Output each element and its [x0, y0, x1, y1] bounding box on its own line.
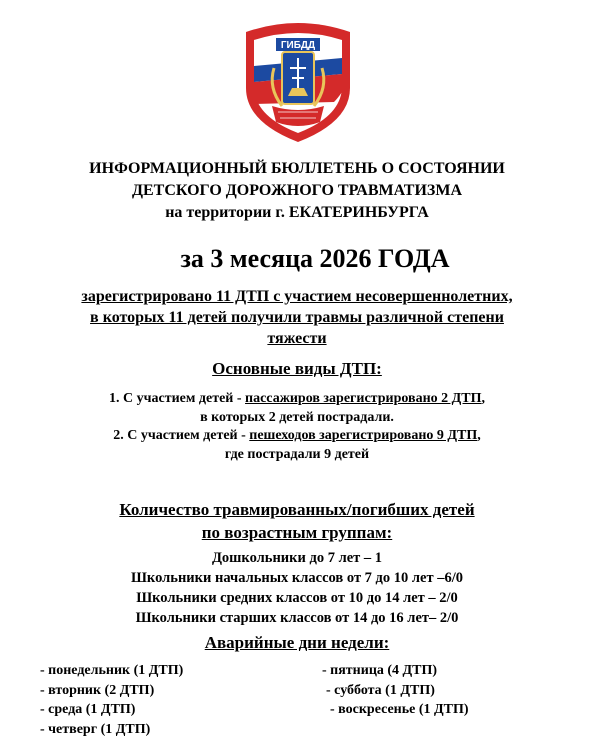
age-groups-list: [0, 548, 594, 628]
age-groups-heading: [0, 498, 594, 544]
age-group-row: Школьники средних классов от 10 до 14 лет – 2/0: [136, 590, 458, 606]
weekdays-right-list: [322, 661, 469, 720]
types-item-2-prefix: 2. С участием детей -: [113, 428, 250, 443]
bulletin-title: [0, 158, 594, 224]
weekday-item: - суббота (1 ДТП): [326, 682, 435, 698]
weekday-item: - четверг (1 ДТП): [40, 721, 151, 737]
types-item-2: [0, 426, 594, 464]
types-item-1: [0, 389, 594, 427]
weekday-item: - среда (1 ДТП): [40, 702, 136, 717]
registered-summary: [0, 286, 594, 349]
types-item-2-line-2: где пострадали 9 детей: [224, 447, 370, 462]
age-group-row: Дошкольники до 7 лет – 1: [211, 550, 383, 566]
types-heading: Основные виды ДТП:: [212, 359, 382, 378]
types-item-1-line-2: в которых 2 детей пострадали.: [200, 410, 394, 425]
weekdays-left-list: [40, 661, 183, 739]
types-item-1-underlined: пассажиров зарегистрировано 2 ДТП: [245, 391, 482, 406]
weekday-item: - пятница (4 ДТП): [322, 663, 438, 678]
age-group-row: Школьники начальных классов от 7 до 10 лет –6/0: [131, 570, 463, 586]
registered-line-1: зарегистрировано 11 ДТП с участием несовершеннолетних,: [81, 288, 513, 305]
emblem-text: ГИБДД: [280, 40, 316, 51]
registered-line-3: тяжести: [267, 330, 327, 347]
gibdd-emblem: [238, 18, 358, 144]
registered-line-2: в которых 11 детей получили травмы различной степени: [90, 309, 504, 326]
age-group-row: Школьники старших классов от 14 до 16 лет– 2/0: [135, 610, 459, 626]
weekday-item: - воскресенье (1 ДТП): [330, 702, 469, 717]
age-groups-heading-line-1: Количество травмированных/погибших детей: [119, 500, 475, 519]
weekday-item: - понедельник (1 ДТП): [40, 663, 184, 678]
period-heading: за 3 месяца 2026 ГОДА: [180, 244, 450, 273]
title-line-3: на территории г. ЕКАТЕРИНБУРГА: [165, 204, 429, 221]
weekdays-heading: Аварийные дни недели:: [204, 633, 390, 652]
types-item-2-underlined: пешеходов зарегистрировано 9 ДТП: [249, 428, 478, 443]
types-item-2-suffix: ,: [477, 428, 481, 443]
types-item-1-suffix: ,: [481, 391, 485, 406]
gibdd-shield-icon: [238, 18, 358, 144]
types-item-1-prefix: 1. С участием детей -: [109, 391, 246, 406]
age-groups-heading-line-2: по возрастным группам:: [201, 523, 393, 542]
weekday-item: - вторник (2 ДТП): [40, 682, 155, 698]
title-line-1: ИНФОРМАЦИОННЫЙ БЮЛЛЕТЕНЬ О СОСТОЯНИИ: [89, 160, 505, 177]
title-line-2: ДЕТСКОГО ДОРОЖНОГО ТРАВМАТИЗМА: [132, 182, 462, 199]
